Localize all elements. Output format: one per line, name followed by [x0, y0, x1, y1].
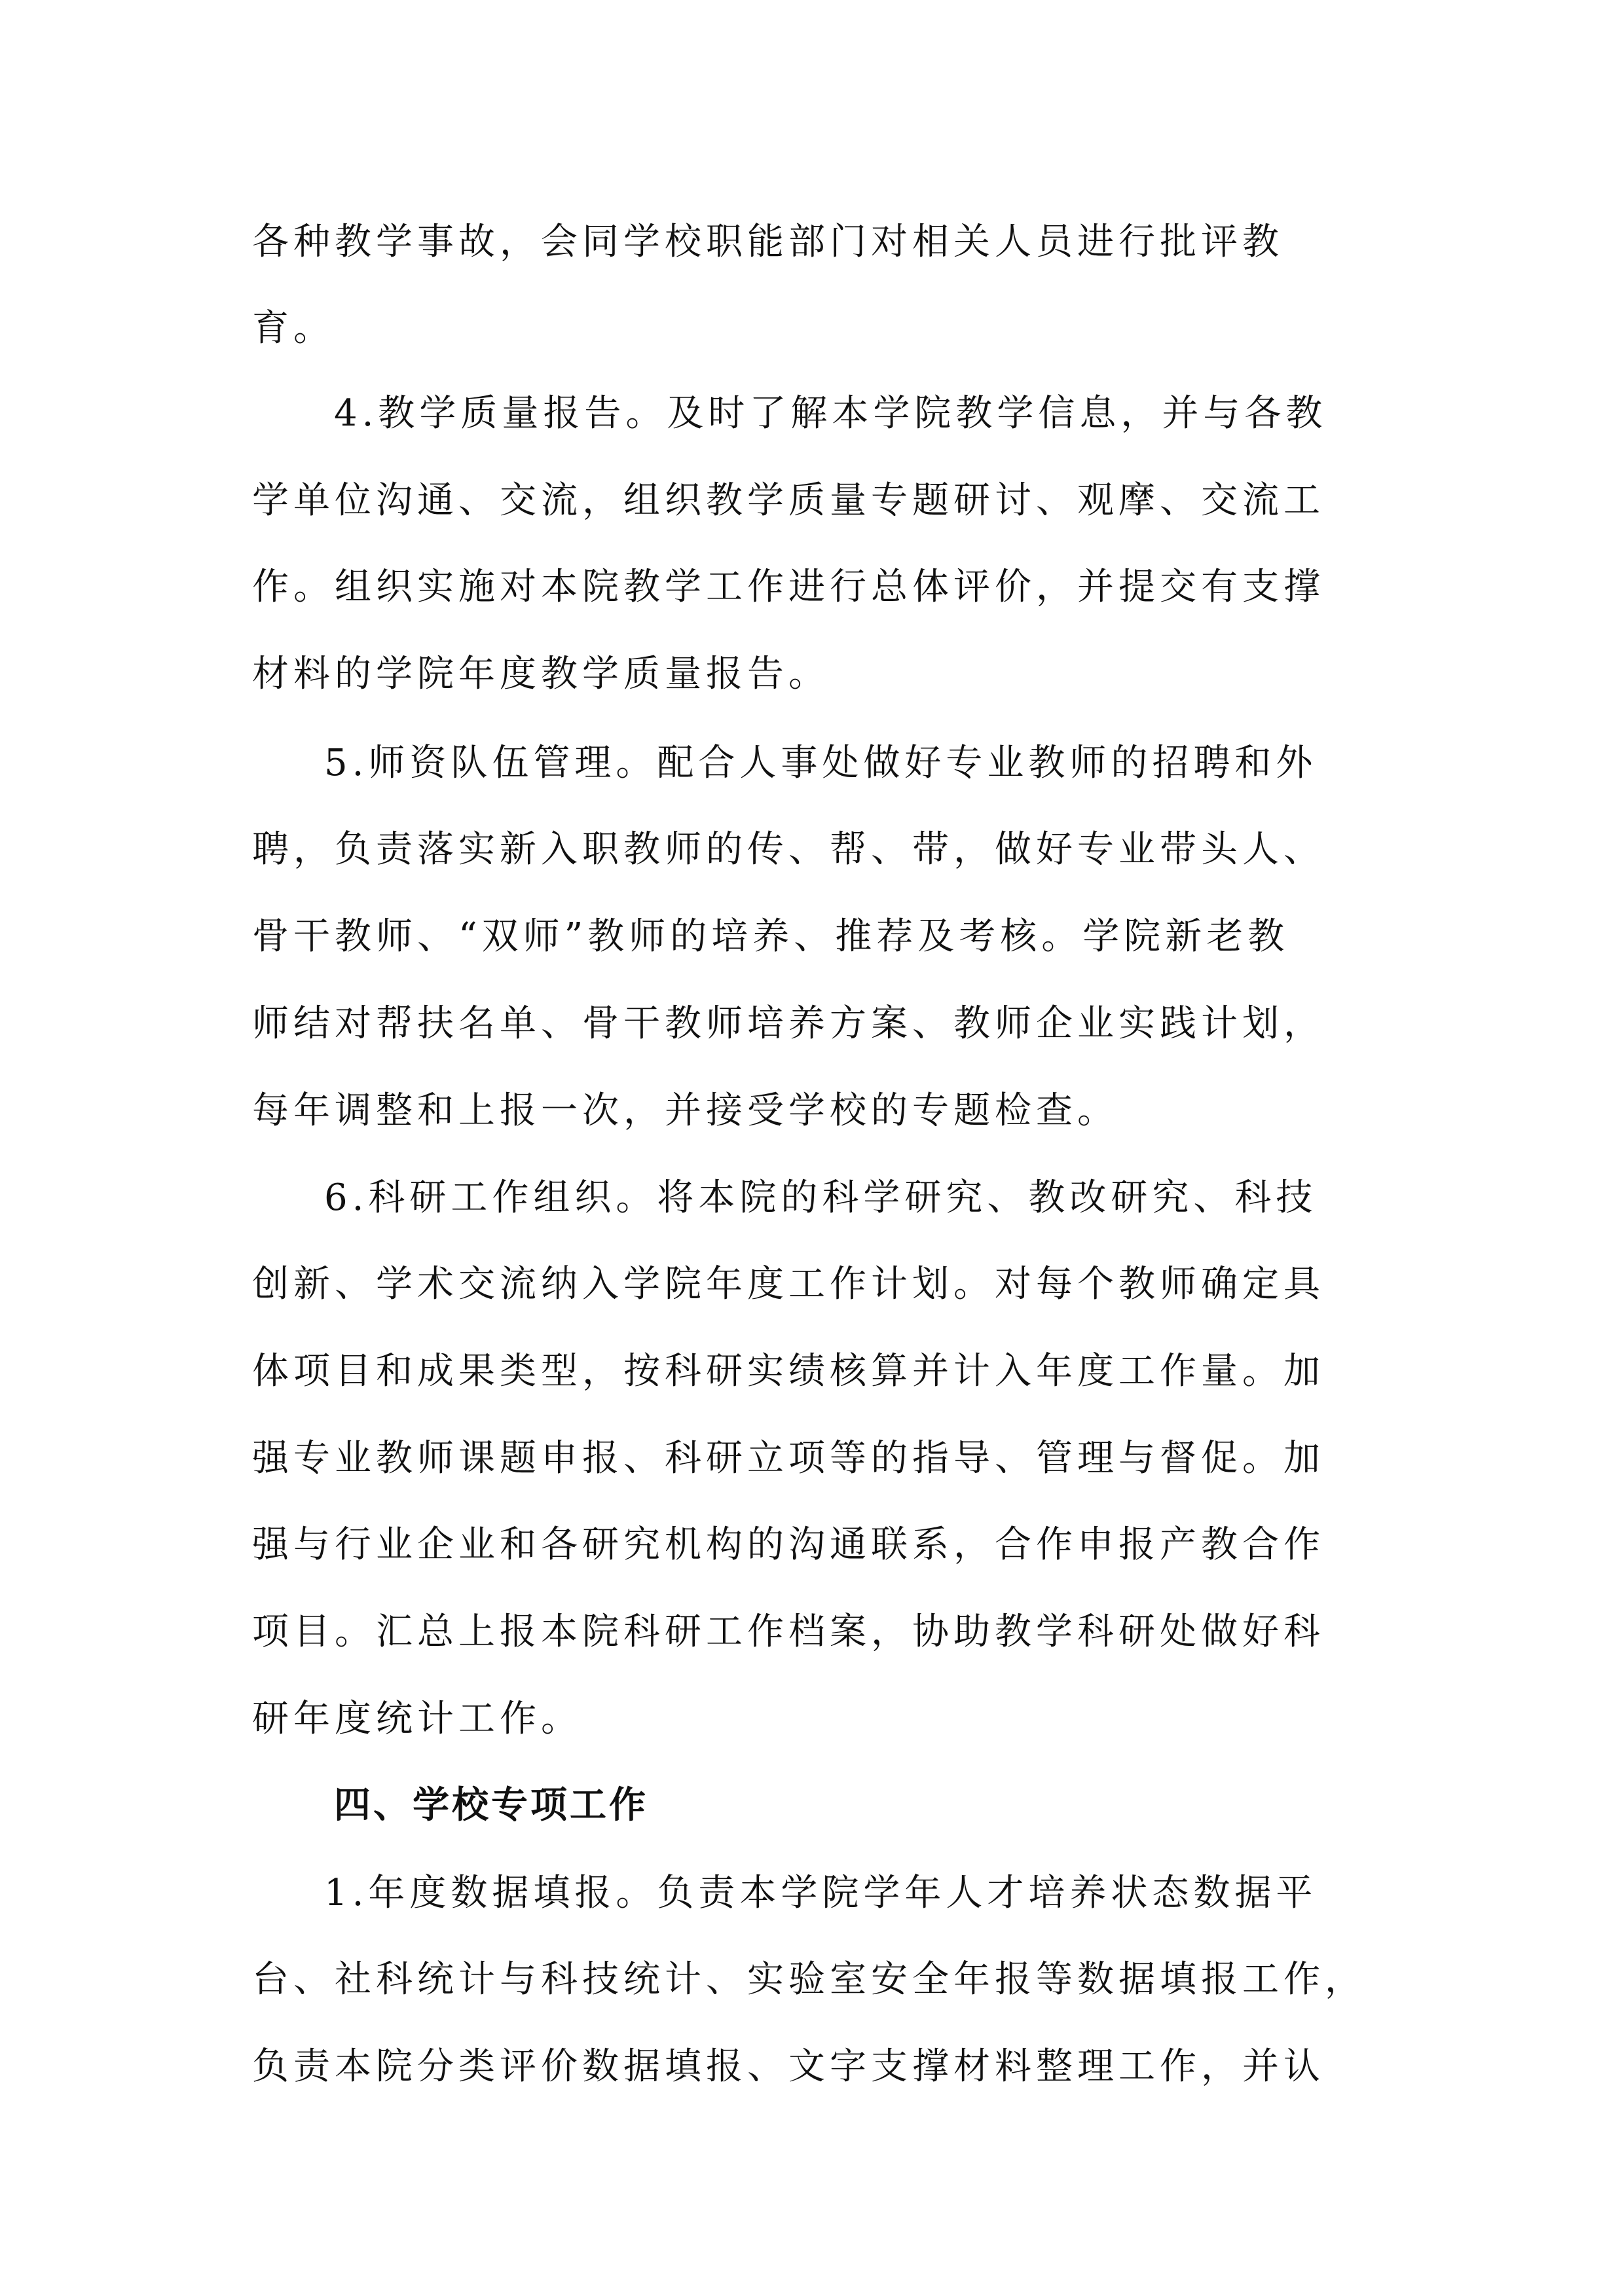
- paragraph-4-first-line: 4.教学质量报告。及时了解本学院教学信息，并与各教: [334, 392, 1327, 435]
- text-line: 每年调整和上报一次，并接受学校的专题检查。: [252, 1089, 1118, 1132]
- text-line: 研年度统计工作。: [252, 1698, 582, 1740]
- text-line: 项目。汇总上报本院科研工作档案，协助教学科研处做好科: [252, 1611, 1325, 1653]
- text-line: 台、社科统计与科技统计、实验室安全年报等数据填报工作，: [252, 1958, 1366, 2001]
- text-line: 强专业教师课题申报、科研立项等的指导、管理与督促。加: [252, 1437, 1325, 1480]
- text-line: 聘，负责落实新入职教师的传、帮、带，做好专业带头人、: [252, 828, 1325, 871]
- paragraph-6-first-line: 6.科研工作组织。将本院的科学研究、教改研究、科技: [324, 1176, 1318, 1219]
- text-line: 创新、学术交流纳入学院年度工作计划。对每个教师确定具: [252, 1263, 1325, 1305]
- text-line: 材料的学院年度教学质量报告。: [252, 653, 830, 695]
- text-line: 体项目和成果类型，按科研实绩核算并计入年度工作量。加: [252, 1350, 1325, 1393]
- text-line: 育。: [252, 307, 335, 350]
- text-line: 学单位沟通、交流，组织教学质量专题研讨、观摩、交流工: [252, 479, 1325, 522]
- paragraph-1-first-line: 1.年度数据填报。负责本学院学年人才培养状态数据平: [324, 1872, 1318, 1914]
- text-line: 骨干教师、“双师”教师的培养、推荐及考核。学院新老教: [252, 915, 1289, 958]
- text-line: 作。组织实施对本院教学工作进行总体评价，并提交有支撑: [252, 566, 1325, 608]
- text-line: 强与行业企业和各研究机构的沟通联系，合作申报产教合作: [252, 1523, 1325, 1566]
- text-line: 师结对帮扶名单、骨干教师培养方案、教师企业实践计划，: [252, 1002, 1325, 1045]
- text-line: 各种教学事故，会同学校职能部门对相关人员进行批评教: [252, 221, 1283, 263]
- paragraph-5-first-line: 5.师资队伍管理。配合人事处做好专业教师的招聘和外: [324, 742, 1318, 784]
- section-heading: 四、学校专项工作: [334, 1784, 648, 1827]
- text-line: 负责本院分类评价数据填报、文字支撑材料整理工作，并认: [252, 2045, 1325, 2088]
